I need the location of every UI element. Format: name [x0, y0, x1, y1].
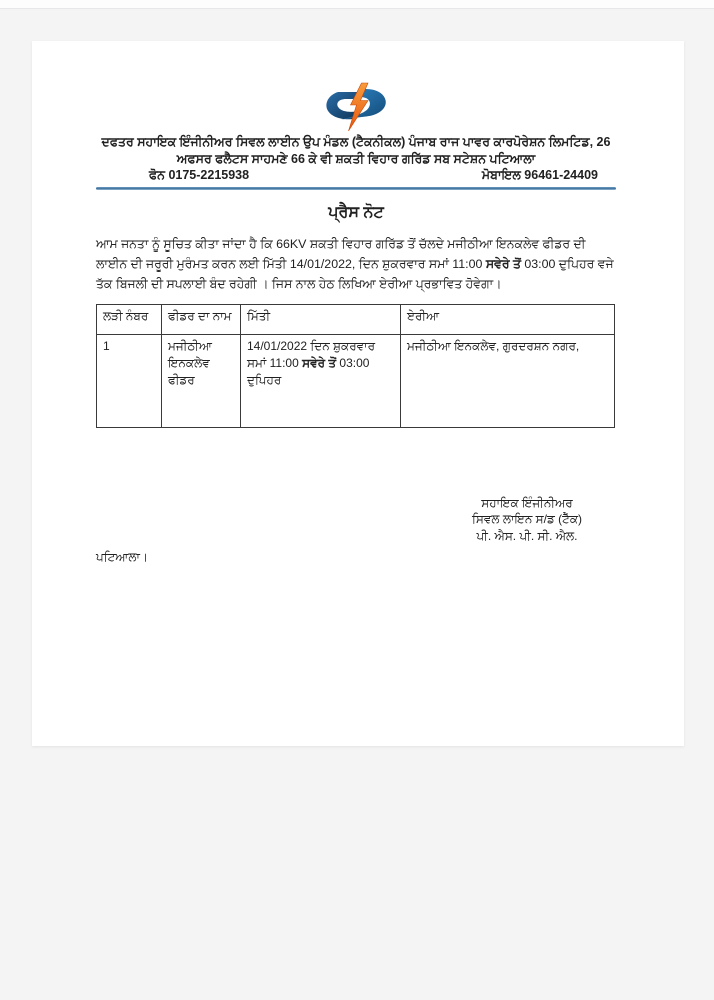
contact-row [96, 167, 616, 184]
org-line-1: ਦਫਤਰ ਸਹਾਇਕ ਇੰਜੀਨੀਅਰ ਸਿਵਲ ਲਾਈਨ ਉਪ ਮੰਡਲ (ਟੈਕਨੀਕਲ) ਪੰਜਾਬ ਰਾਜ ਪਾਵਰ ਕਾਰਪੋਰੇਸ਼ਨ ਲਿਮਟਿਡ, 26 [101, 135, 611, 149]
cell-date-text-2: 03:00 ਦੁਪਿਹਰ [247, 355, 370, 387]
notice-bold-text: ਸਵੇਰੇ ਤੋਂ [485, 256, 521, 271]
org-address [96, 134, 616, 167]
press-note-title: ਪ੍ਰੈਸ ਨੋਟ [328, 203, 384, 221]
cell-date-bold: ਸਵੇਰੇ ਤੋਂ [302, 355, 337, 370]
header-divider [96, 187, 616, 190]
cell-date-text-1: 14/01/2022 ਦਿਨ ਸ਼ੁਕਰਵਾਰ ਸਮਾਂ 11:00 [247, 338, 376, 370]
notice-paragraph [96, 234, 616, 294]
table-header-row [97, 304, 615, 334]
signature-line-2: ਸਿਵਲ ਲਾਇਨ ਸ/ਡ (ਟੈੱਕ) [472, 512, 582, 526]
col-header-feeder: ਫੀਡਰ ਦਾ ਨਾਮ [162, 304, 241, 334]
phone-number: ਫੋਨ 0175-2215938 [149, 168, 250, 182]
signature-block [472, 495, 582, 545]
document-page [32, 41, 684, 746]
signature-line-3: ਪੀ. ਐਸ. ਪੀ. ਸੀ. ਐਲ. [476, 528, 578, 543]
col-header-date: ਮਿੱਤੀ [241, 304, 401, 334]
top-strip [0, 0, 714, 9]
col-header-serial: ਲੜੀ ਨੰਬਰ [97, 304, 162, 334]
pspcl-lightning-icon [322, 82, 390, 132]
cell-area: ਮਜੀਠੀਆ ਇਨਕਲੇਵ, ਗੁਰਦਰਸ਼ਨ ਨਗਰ, [401, 334, 615, 427]
mobile-number: ਮੋਬਾਇਲ 96461-24409 [481, 168, 598, 182]
pspcl-logo [96, 82, 616, 132]
cell-date [241, 334, 401, 427]
notice-text-1: ਆਮ ਜਨਤਾ ਨੂੰ ਸੂਚਿਤ ਕੀਤਾ ਜਾਂਦਾ ਹੈ ਕਿ 66KV ਸ਼ਕਤੀ ਵਿਹਾਰ ਗਰਿੱਡ ਤੋਂ ਚੱਲਦੇ ਮਜੀਠੀਆ ਇਨਕਲੇਵ ਫੀਡਰ ਦੀ ਲਾਈਨ ਦੀ ਜਰੂਰੀ ਮੁਰੰਮਤ ਕਰਨ ਲਈ ਮਿੱਤੀ 14/01/2022, ਦਿਨ ਸ਼ੁਕਰਵਾਰ ਸਮਾਂ 11:00 [96, 236, 586, 271]
cell-serial: 1 [97, 334, 162, 427]
outage-table [96, 304, 615, 428]
notice-text-2: 03:00 ਦੁਪਿਹਰ ਵਜੇ ਤੱਕ ਬਿਜਲੀ ਦੀ ਸਪਲਾਈ ਬੰਦ ਰਹੇਗੀ । ਜਿਸ ਨਾਲ ਹੇਠ ਲਿਖਿਆ ਏਰੀਆ ਪ੍ਰਭਾਵਿਤ ਹੋਵੇਗਾ। [96, 256, 614, 291]
signature-line-1: ਸਹਾਇਕ ਇੰਜੀਨੀਅਰ [481, 495, 573, 510]
cell-feeder: ਮਜੀਠੀਆ ਇਨਕਲੇਵ ਫੀਡਰ [162, 334, 241, 427]
table-row [97, 334, 615, 427]
col-header-area: ਏਰੀਆ [401, 304, 615, 334]
org-line-2: ਅਫਸਰ ਫਲੈਟਸ ਸਾਹਮਣੇ 66 ਕੇ ਵੀ ਸ਼ਕਤੀ ਵਿਹਾਰ ਗਰਿੱਡ ਸਬ ਸਟੇਸ਼ਨ ਪਟਿਆਲਾ [176, 151, 536, 166]
place-line: ਪਟਿਆਲਾ। [96, 550, 148, 564]
